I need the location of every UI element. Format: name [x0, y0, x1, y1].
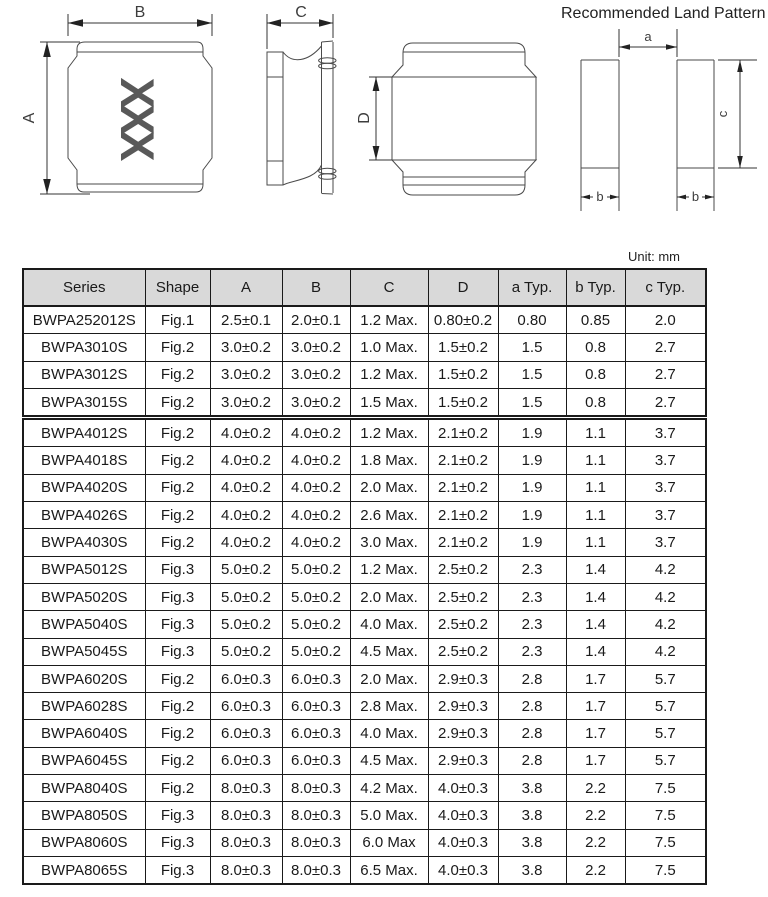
value-cell: 2.2 — [566, 829, 625, 856]
drawings-canvas — [0, 0, 768, 245]
col-header-b: B — [282, 269, 350, 306]
value-cell: 0.8 — [566, 361, 625, 388]
series-cell: BWPA6040S — [23, 720, 145, 747]
series-cell: BWPA8040S — [23, 775, 145, 802]
value-cell: 4.0±0.2 — [210, 418, 282, 447]
value-cell: 2.2 — [566, 856, 625, 884]
value-cell: 3.8 — [498, 775, 566, 802]
value-cell: Fig.2 — [145, 388, 210, 417]
value-cell: 2.8 — [498, 665, 566, 692]
value-cell: 1.4 — [566, 556, 625, 583]
table-header-row — [23, 269, 706, 306]
value-cell: 2.8 — [498, 720, 566, 747]
value-cell: Fig.2 — [145, 447, 210, 474]
value-cell: Fig.2 — [145, 747, 210, 774]
table-row — [23, 638, 706, 665]
value-cell: 4.2 — [625, 556, 706, 583]
value-cell: 1.7 — [566, 747, 625, 774]
value-cell: 1.5±0.2 — [428, 388, 498, 417]
value-cell: 4.0±0.2 — [210, 502, 282, 529]
value-cell: 1.1 — [566, 474, 625, 501]
value-cell: 2.9±0.3 — [428, 693, 498, 720]
value-cell: 4.0 Max. — [350, 720, 428, 747]
col-header-c: C — [350, 269, 428, 306]
value-cell: 6.5 Max. — [350, 856, 428, 884]
front-view — [21, 4, 212, 194]
value-cell: 0.85 — [566, 306, 625, 334]
series-cell: BWPA8050S — [23, 802, 145, 829]
value-cell: 4.0±0.2 — [210, 474, 282, 501]
table-row — [23, 474, 706, 501]
value-cell: 1.7 — [566, 720, 625, 747]
value-cell: 2.0±0.1 — [282, 306, 350, 334]
dim-label-A: A — [21, 112, 38, 124]
value-cell: 5.0±0.2 — [282, 638, 350, 665]
value-cell: 2.1±0.2 — [428, 502, 498, 529]
value-cell: 5.7 — [625, 747, 706, 774]
value-cell: 1.2 Max. — [350, 556, 428, 583]
value-cell: 3.8 — [498, 856, 566, 884]
dim-label-b-left: b — [596, 189, 604, 204]
value-cell: 1.9 — [498, 529, 566, 556]
value-cell: 4.2 — [625, 638, 706, 665]
value-cell: 3.0±0.2 — [282, 334, 350, 361]
series-cell: BWPA5040S — [23, 611, 145, 638]
table-row — [23, 418, 706, 447]
value-cell: 2.1±0.2 — [428, 447, 498, 474]
value-cell: 1.5±0.2 — [428, 334, 498, 361]
value-cell: 5.0±0.2 — [282, 611, 350, 638]
series-cell: BWPA4030S — [23, 529, 145, 556]
value-cell: 5.0±0.2 — [210, 556, 282, 583]
marking-text: XXX — [111, 77, 164, 157]
value-cell: 3.8 — [498, 802, 566, 829]
value-cell: 7.5 — [625, 775, 706, 802]
spec-table-body — [23, 306, 706, 884]
value-cell: 4.5 Max. — [350, 638, 428, 665]
value-cell: 5.0±0.2 — [282, 583, 350, 610]
technical-drawings — [0, 0, 768, 245]
value-cell: 7.5 — [625, 856, 706, 884]
table-row — [23, 693, 706, 720]
profile-view — [356, 43, 536, 195]
dim-label-a: a — [644, 29, 652, 44]
value-cell: 3.7 — [625, 529, 706, 556]
value-cell: 1.5±0.2 — [428, 361, 498, 388]
value-cell: 2.2 — [566, 775, 625, 802]
value-cell: 2.1±0.2 — [428, 474, 498, 501]
value-cell: 2.9±0.3 — [428, 747, 498, 774]
value-cell: 4.0±0.3 — [428, 829, 498, 856]
col-header-c-typ: c Typ. — [625, 269, 706, 306]
series-cell: BWPA4018S — [23, 447, 145, 474]
value-cell: 8.0±0.3 — [210, 775, 282, 802]
value-cell: 8.0±0.3 — [282, 829, 350, 856]
table-row — [23, 447, 706, 474]
value-cell: 2.0 — [625, 306, 706, 334]
value-cell: 1.2 Max. — [350, 306, 428, 334]
value-cell: 1.2 Max. — [350, 418, 428, 447]
value-cell: 4.2 — [625, 611, 706, 638]
table-row — [23, 583, 706, 610]
col-header-series: Series — [23, 269, 145, 306]
value-cell: 5.0 Max. — [350, 802, 428, 829]
value-cell: 6.0±0.3 — [282, 665, 350, 692]
value-cell: 2.2 — [566, 802, 625, 829]
value-cell: 7.5 — [625, 829, 706, 856]
value-cell: 6.0±0.3 — [282, 693, 350, 720]
table-row — [23, 388, 706, 417]
table-row — [23, 529, 706, 556]
value-cell: 4.0±0.2 — [282, 447, 350, 474]
value-cell: 6.0±0.3 — [210, 693, 282, 720]
value-cell: 8.0±0.3 — [282, 802, 350, 829]
value-cell: 4.0 Max. — [350, 611, 428, 638]
table-row — [23, 747, 706, 774]
value-cell: 2.0 Max. — [350, 583, 428, 610]
land-pattern — [581, 29, 757, 211]
value-cell: 4.0±0.2 — [210, 529, 282, 556]
value-cell: 1.1 — [566, 502, 625, 529]
land-pattern-title: Recommended Land Pattern — [561, 5, 766, 22]
value-cell: 8.0±0.3 — [210, 856, 282, 884]
series-cell: BWPA5045S — [23, 638, 145, 665]
value-cell: 1.4 — [566, 611, 625, 638]
value-cell: Fig.2 — [145, 775, 210, 802]
value-cell: Fig.3 — [145, 829, 210, 856]
value-cell: Fig.2 — [145, 502, 210, 529]
value-cell: 1.9 — [498, 474, 566, 501]
value-cell: 1.8 Max. — [350, 447, 428, 474]
value-cell: 1.1 — [566, 447, 625, 474]
value-cell: 6.0±0.3 — [282, 747, 350, 774]
value-cell: 4.0±0.2 — [210, 447, 282, 474]
value-cell: 2.9±0.3 — [428, 720, 498, 747]
value-cell: Fig.3 — [145, 856, 210, 884]
table-row — [23, 802, 706, 829]
series-cell: BWPA6020S — [23, 665, 145, 692]
value-cell: 7.5 — [625, 802, 706, 829]
value-cell: 4.0±0.3 — [428, 775, 498, 802]
series-cell: BWPA8060S — [23, 829, 145, 856]
value-cell: Fig.3 — [145, 802, 210, 829]
value-cell: 2.5±0.1 — [210, 306, 282, 334]
value-cell: 0.8 — [566, 334, 625, 361]
value-cell: 4.0±0.3 — [428, 856, 498, 884]
value-cell: Fig.2 — [145, 361, 210, 388]
value-cell: 3.7 — [625, 447, 706, 474]
value-cell: 1.2 Max. — [350, 361, 428, 388]
value-cell: Fig.1 — [145, 306, 210, 334]
value-cell: 1.7 — [566, 665, 625, 692]
table-row — [23, 306, 706, 334]
value-cell: 6.0±0.3 — [210, 720, 282, 747]
value-cell: 8.0±0.3 — [282, 856, 350, 884]
value-cell: 2.0 Max. — [350, 474, 428, 501]
value-cell: 2.3 — [498, 611, 566, 638]
value-cell: 1.1 — [566, 418, 625, 447]
value-cell: 0.8 — [566, 388, 625, 417]
table-row — [23, 361, 706, 388]
table-row — [23, 775, 706, 802]
value-cell: Fig.2 — [145, 720, 210, 747]
value-cell: 1.7 — [566, 693, 625, 720]
value-cell: 3.7 — [625, 502, 706, 529]
dim-label-B: B — [134, 4, 146, 21]
value-cell: 4.2 Max. — [350, 775, 428, 802]
series-cell: BWPA3012S — [23, 361, 145, 388]
table-row — [23, 720, 706, 747]
series-cell: BWPA5020S — [23, 583, 145, 610]
value-cell: 5.0±0.2 — [210, 638, 282, 665]
value-cell: 1.1 — [566, 529, 625, 556]
value-cell: 6.0±0.3 — [210, 665, 282, 692]
dim-label-D: D — [356, 112, 373, 124]
col-header-d: D — [428, 269, 498, 306]
value-cell: 0.80±0.2 — [428, 306, 498, 334]
value-cell: 2.0 Max. — [350, 665, 428, 692]
value-cell: 3.0±0.2 — [210, 361, 282, 388]
dim-label-b-right: b — [691, 189, 700, 204]
series-cell: BWPA6045S — [23, 747, 145, 774]
value-cell: 1.9 — [498, 418, 566, 447]
value-cell: 3.0±0.2 — [282, 361, 350, 388]
dimension-spec-table — [22, 268, 707, 885]
table-row — [23, 334, 706, 361]
value-cell: Fig.3 — [145, 583, 210, 610]
value-cell: 3.0±0.2 — [210, 334, 282, 361]
value-cell: Fig.3 — [145, 638, 210, 665]
value-cell: 5.7 — [625, 720, 706, 747]
value-cell: 5.7 — [625, 693, 706, 720]
value-cell: 4.0±0.2 — [282, 502, 350, 529]
dim-label-c: c — [715, 110, 730, 118]
value-cell: 4.0±0.2 — [282, 529, 350, 556]
value-cell: 2.5±0.2 — [428, 638, 498, 665]
side-view — [267, 4, 336, 194]
series-cell: BWPA5012S — [23, 556, 145, 583]
value-cell: 2.3 — [498, 556, 566, 583]
table-row — [23, 502, 706, 529]
value-cell: 2.7 — [625, 361, 706, 388]
value-cell: 8.0±0.3 — [210, 802, 282, 829]
table-row — [23, 829, 706, 856]
value-cell: 6.0±0.3 — [282, 720, 350, 747]
value-cell: Fig.2 — [145, 474, 210, 501]
value-cell: Fig.2 — [145, 693, 210, 720]
value-cell: 5.0±0.2 — [282, 556, 350, 583]
value-cell: 1.4 — [566, 638, 625, 665]
value-cell: 2.3 — [498, 638, 566, 665]
unit-label: Unit: mm — [628, 249, 680, 264]
value-cell: 2.5±0.2 — [428, 611, 498, 638]
value-cell: 2.7 — [625, 334, 706, 361]
value-cell: Fig.2 — [145, 665, 210, 692]
value-cell: 1.5 Max. — [350, 388, 428, 417]
value-cell: 1.0 Max. — [350, 334, 428, 361]
value-cell: 1.9 — [498, 447, 566, 474]
value-cell: 2.8 — [498, 693, 566, 720]
value-cell: 3.0 Max. — [350, 529, 428, 556]
table-row — [23, 665, 706, 692]
series-cell: BWPA252012S — [23, 306, 145, 334]
value-cell: 1.4 — [566, 583, 625, 610]
value-cell: 0.80 — [498, 306, 566, 334]
value-cell: 4.0±0.3 — [428, 802, 498, 829]
value-cell: 6.0±0.3 — [210, 747, 282, 774]
value-cell: 2.8 — [498, 747, 566, 774]
value-cell: 5.7 — [625, 665, 706, 692]
col-header-b-typ: b Typ. — [566, 269, 625, 306]
value-cell: 5.0±0.2 — [210, 611, 282, 638]
series-cell: BWPA4026S — [23, 502, 145, 529]
value-cell: 2.1±0.2 — [428, 418, 498, 447]
value-cell: 2.6 Max. — [350, 502, 428, 529]
value-cell: 1.5 — [498, 334, 566, 361]
col-header-shape: Shape — [145, 269, 210, 306]
value-cell: 2.9±0.3 — [428, 665, 498, 692]
value-cell: 3.7 — [625, 418, 706, 447]
value-cell: 3.8 — [498, 829, 566, 856]
value-cell: 8.0±0.3 — [282, 775, 350, 802]
value-cell: 4.2 — [625, 583, 706, 610]
value-cell: 8.0±0.3 — [210, 829, 282, 856]
series-cell: BWPA6028S — [23, 693, 145, 720]
value-cell: 2.7 — [625, 388, 706, 417]
value-cell: 1.9 — [498, 502, 566, 529]
value-cell: 1.5 — [498, 361, 566, 388]
value-cell: 4.5 Max. — [350, 747, 428, 774]
series-cell: BWPA4012S — [23, 418, 145, 447]
value-cell: Fig.2 — [145, 529, 210, 556]
value-cell: 2.5±0.2 — [428, 556, 498, 583]
value-cell: Fig.2 — [145, 334, 210, 361]
value-cell: Fig.3 — [145, 556, 210, 583]
table-row — [23, 556, 706, 583]
table-row — [23, 856, 706, 884]
value-cell: 4.0±0.2 — [282, 418, 350, 447]
dim-label-C: C — [295, 4, 307, 21]
series-cell: BWPA4020S — [23, 474, 145, 501]
series-cell: BWPA8065S — [23, 856, 145, 884]
value-cell: 2.5±0.2 — [428, 583, 498, 610]
col-header-a-typ: a Typ. — [498, 269, 566, 306]
value-cell: Fig.2 — [145, 418, 210, 447]
series-cell: BWPA3015S — [23, 388, 145, 417]
value-cell: 2.8 Max. — [350, 693, 428, 720]
value-cell: 4.0±0.2 — [282, 474, 350, 501]
value-cell: Fig.3 — [145, 611, 210, 638]
value-cell: 2.3 — [498, 583, 566, 610]
value-cell: 6.0 Max — [350, 829, 428, 856]
series-cell: BWPA3010S — [23, 334, 145, 361]
table-row — [23, 611, 706, 638]
value-cell: 3.7 — [625, 474, 706, 501]
value-cell: 5.0±0.2 — [210, 583, 282, 610]
value-cell: 3.0±0.2 — [282, 388, 350, 417]
value-cell: 2.1±0.2 — [428, 529, 498, 556]
value-cell: 3.0±0.2 — [210, 388, 282, 417]
value-cell: 1.5 — [498, 388, 566, 417]
col-header-a: A — [210, 269, 282, 306]
